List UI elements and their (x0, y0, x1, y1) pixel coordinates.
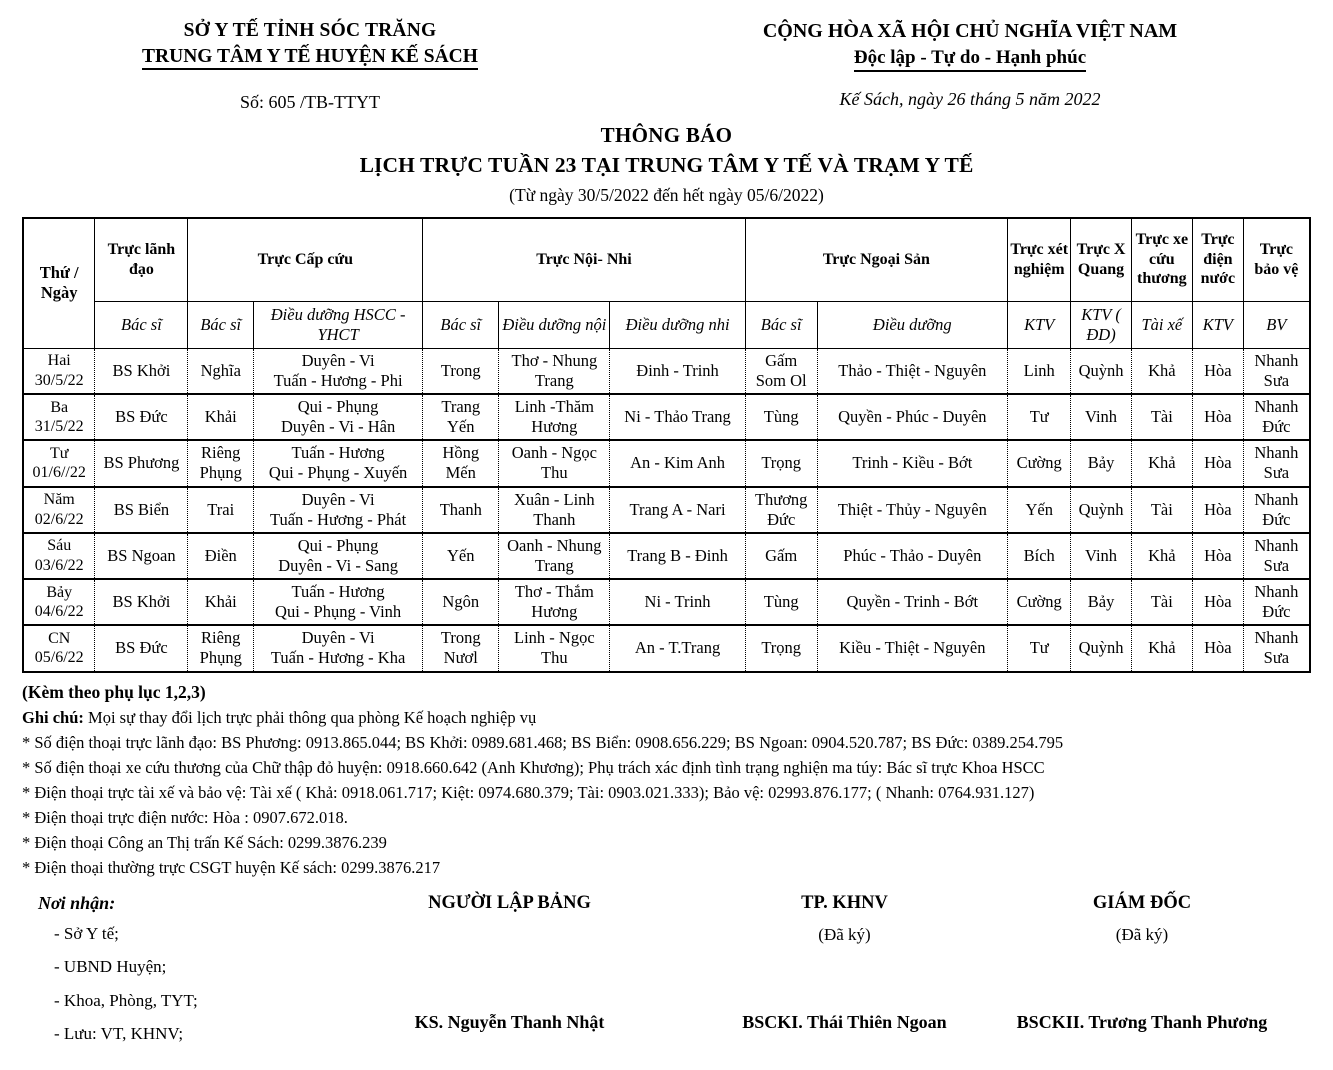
cell-internal-doctor: Trong Nươl (423, 625, 499, 671)
cell-day: Sáu 03/6/22 (23, 533, 95, 579)
cell-day: CN 05/6/22 (23, 625, 95, 671)
col-header-emergency: Trực Cấp cứu (188, 218, 423, 302)
note-label: Ghi chú: (22, 707, 84, 727)
cell-leader: BS Đức (95, 625, 188, 671)
cell-surgery-doctor: Gấm (745, 533, 817, 579)
cell-xray: Vinh (1071, 394, 1131, 440)
header-left-block (0, 18, 620, 114)
cell-pediatric-nurse: Trang B - Đinh (610, 533, 745, 579)
subcol-driver: Tài xế (1131, 301, 1192, 348)
cell-internal-doctor: Trang Yến (423, 394, 499, 440)
cell-internal-doctor: Ngôn (423, 579, 499, 625)
col-header-xray: Trực X Quang (1071, 218, 1131, 302)
cell-surgery-doctor: Trọng (745, 440, 817, 486)
cell-internal-nurse: Thơ - Thắm Hương (499, 579, 610, 625)
document-header (0, 0, 1333, 114)
cell-driver: Tài (1131, 394, 1192, 440)
subcol-pediatric-nurse: Điều dưỡng nhi (610, 301, 745, 348)
notice-date-range: (Từ ngày 30/5/2022 đến hết ngày 05/6/2022) (509, 184, 824, 205)
cell-day: Tư 01/6//22 (23, 440, 95, 486)
cell-surgery-doctor: Tùng (745, 394, 817, 440)
preparer-title: NGƯỜI LẬP BẢNG (428, 893, 591, 914)
recipients-title: Nơi nhận: (38, 893, 116, 914)
cell-er-doctor: Nghĩa (188, 348, 254, 394)
cell-utilities: Hòa (1193, 348, 1244, 394)
subcol-utility-tech: KTV (1193, 301, 1244, 348)
national-heading: CỘNG HÒA XÃ HỘI CHỦ NGHĨA VIỆT NAM (762, 20, 1178, 42)
organization-name (0, 44, 620, 70)
cell-er-nurse: Tuấn - Hương Qui - Phụng - Vinh (254, 579, 423, 625)
subcol-surgery-nurse: Điều dưỡng (817, 301, 1007, 348)
cell-internal-nurse: Oanh - Ngọc Thu (499, 440, 610, 486)
khnv-signed-mark: (Đã ký) (818, 925, 871, 945)
phone-note-list (22, 730, 1311, 880)
table-header-row-roles (23, 301, 1310, 348)
cell-utilities: Hòa (1193, 579, 1244, 625)
cell-er-doctor: Riêng Phụng (188, 625, 254, 671)
cell-internal-doctor: Trong (423, 348, 499, 394)
document-number: Số: 605 /TB-TTYT (240, 91, 380, 112)
cell-xray: Bảy (1071, 440, 1131, 486)
signature-names-row (22, 1012, 1311, 1033)
director-signed-mark: (Đã ký) (1115, 925, 1169, 945)
cell-pediatric-nurse: An - T.Trang (610, 625, 745, 671)
director-name: BSCKII. Trương Thanh Phương (1016, 1012, 1268, 1033)
cell-surgery-doctor: Trọng (745, 625, 817, 671)
cell-guard: Nhanh Sưa (1243, 348, 1310, 394)
general-note (22, 705, 1311, 730)
place-and-date: Kế Sách, ngày 26 tháng 5 năm 2022 (839, 88, 1101, 109)
col-header-leader: Trực lãnh đạo (95, 218, 188, 302)
cell-lab: Linh (1007, 348, 1070, 394)
cell-er-nurse: Tuấn - Hương Qui - Phụng - Xuyến (254, 440, 423, 486)
table-header-row-groups (23, 218, 1310, 302)
notes-section (0, 673, 1333, 881)
cell-guard: Nhanh Đức (1243, 579, 1310, 625)
cell-xray: Quỳnh (1071, 625, 1131, 671)
cell-er-nurse: Duyên - Vi Tuấn - Hương - Phát (254, 487, 423, 533)
cell-xray: Quỳnh (1071, 487, 1131, 533)
cell-surgery-nurse: Thiệt - Thủy - Nguyên (817, 487, 1007, 533)
note-body: Mọi sự thay đổi lịch trực phải thông qua phòng Kế hoạch nghiệp vụ (83, 707, 537, 727)
table-row (23, 487, 1310, 533)
cell-lab: Bích (1007, 533, 1070, 579)
cell-internal-doctor: Thanh (423, 487, 499, 533)
cell-driver: Khả (1131, 440, 1192, 486)
cell-pediatric-nurse: Ni - Trinh (610, 579, 745, 625)
attachment-note: (Kèm theo phụ lục 1,2,3) (22, 681, 206, 702)
table-body (23, 348, 1310, 671)
cell-surgery-nurse: Phúc - Thảo - Duyên (817, 533, 1007, 579)
cell-guard: Nhanh Đức (1243, 394, 1310, 440)
national-motto-text: Độc lập - Tự do - Hạnh phúc (854, 47, 1086, 72)
cell-pediatric-nurse: Trang A - Nari (610, 487, 745, 533)
cell-pediatric-nurse: An - Kim Anh (610, 440, 745, 486)
notice-kind: THÔNG BÁO (600, 123, 733, 148)
cell-utilities: Hòa (1193, 440, 1244, 486)
cell-surgery-nurse: Thảo - Thiệt - Nguyên (817, 348, 1007, 394)
cell-er-doctor: Điền (188, 533, 254, 579)
cell-internal-nurse: Linh -Thăm Hương (499, 394, 610, 440)
recipient-item: - Lưu: VT, KHNV; (54, 1023, 184, 1043)
col-header-lab: Trực xét nghiệm (1007, 218, 1070, 302)
col-header-security: Trực bảo vệ (1243, 218, 1310, 302)
national-motto (620, 45, 1320, 72)
cell-er-nurse: Qui - Phụng Duyên - Vi - Sang (254, 533, 423, 579)
signature-section (0, 880, 1333, 1070)
note-line: * Điện thoại trực tài xế và bảo vệ: Tài xế ( Khả: 0918.061.717; Kiệt: 0974.680.379; Tài: 0903.021.333); Bảo vệ: 02993.876.177; ( Nhanh: 0764.931.127) (22, 783, 1035, 803)
cell-pediatric-nurse: Ni - Thảo Trang (610, 394, 745, 440)
subcol-leader-doctor: Bác sĩ (95, 301, 188, 348)
cell-lab: Cường (1007, 440, 1070, 486)
table-row (23, 440, 1310, 486)
cell-er-doctor: Khải (188, 579, 254, 625)
cell-er-nurse: Duyên - Vi Tuấn - Hương - Phi (254, 348, 423, 394)
recipient-item: - UBND Huyện; (54, 957, 167, 977)
cell-xray: Vinh (1071, 533, 1131, 579)
subcol-surgery-doctor: Bác sĩ (745, 301, 817, 348)
notice-title: LỊCH TRỰC TUẦN 23 TẠI TRUNG TÂM Y TẾ VÀ TRẠM Y TẾ (359, 153, 974, 178)
subcol-er-doctor: Bác sĩ (188, 301, 254, 348)
cell-surgery-nurse: Quyền - Phúc - Duyên (817, 394, 1007, 440)
cell-xray: Quỳnh (1071, 348, 1131, 394)
cell-day: Bảy 04/6/22 (23, 579, 95, 625)
cell-utilities: Hòa (1193, 394, 1244, 440)
cell-lab: Yến (1007, 487, 1070, 533)
cell-leader: BS Khởi (95, 579, 188, 625)
cell-lab: Cường (1007, 579, 1070, 625)
cell-leader: BS Biển (95, 487, 188, 533)
col-header-ambulance: Trực xe cứu thương (1131, 218, 1192, 302)
cell-surgery-doctor: Tùng (745, 579, 817, 625)
subcol-lab-tech: KTV (1007, 301, 1070, 348)
cell-lab: Tư (1007, 394, 1070, 440)
cell-day: Hai 30/5/22 (23, 348, 95, 394)
cell-guard: Nhanh Sưa (1243, 625, 1310, 671)
subcol-guard: BV (1243, 301, 1310, 348)
subcol-internal-doctor: Bác sĩ (423, 301, 499, 348)
cell-surgery-nurse: Trinh - Kiều - Bớt (817, 440, 1007, 486)
title-block (0, 120, 1333, 209)
director-title: GIÁM ĐỐC (1092, 893, 1192, 914)
cell-pediatric-nurse: Đinh - Trinh (610, 348, 745, 394)
cell-leader: BS Khởi (95, 348, 188, 394)
cell-er-nurse: Duyên - Vi Tuấn - Hương - Kha (254, 625, 423, 671)
cell-surgery-nurse: Quyền - Trinh - Bớt (817, 579, 1007, 625)
cell-internal-nurse: Xuân - Linh Thanh (499, 487, 610, 533)
preparer-name: KS. Nguyễn Thanh Nhật (414, 1012, 605, 1033)
cell-utilities: Hòa (1193, 533, 1244, 579)
khnv-title: TP. KHNV (801, 893, 888, 914)
organization-name-text: TRUNG TÂM Y TẾ HUYỆN KẾ SÁCH (142, 46, 478, 70)
note-line: * Điện thoại trực điện nước: Hòa : 0907.672.018. (22, 808, 348, 828)
cell-guard: Nhanh Sưa (1243, 440, 1310, 486)
cell-driver: Khả (1131, 625, 1192, 671)
table-row (23, 625, 1310, 671)
cell-leader: BS Đức (95, 394, 188, 440)
subcol-internal-nurse: Điều dưỡng nội (499, 301, 610, 348)
cell-xray: Bảy (1071, 579, 1131, 625)
header-right-block (620, 18, 1320, 114)
cell-guard: Nhanh Sưa (1243, 533, 1310, 579)
cell-lab: Tư (1007, 625, 1070, 671)
cell-driver: Khả (1131, 348, 1192, 394)
cell-internal-nurse: Oanh - Nhung Trang (499, 533, 610, 579)
note-line: * Điện thoại thường trực CSGT huyện Kế sách: 0299.3876.217 (22, 858, 441, 878)
cell-er-nurse: Qui - Phụng Duyên - Vi - Hân (254, 394, 423, 440)
cell-surgery-nurse: Kiều - Thiệt - Nguyên (817, 625, 1007, 671)
table-row (23, 394, 1310, 440)
signature-names-spacer (22, 1012, 322, 1033)
recipient-item: - Sở Y tế; (54, 924, 119, 944)
cell-er-doctor: Khải (188, 394, 254, 440)
note-line: * Số điện thoại xe cứu thương của Chữ thập đỏ huyện: 0918.660.642 (Anh Khương); Phụ trách xác định tình trạng nghiện ma túy: Bác sĩ trực Khoa HSCC (22, 757, 1045, 777)
cell-leader: BS Phương (95, 440, 188, 486)
table-row (23, 348, 1310, 394)
cell-driver: Tài (1131, 579, 1192, 625)
table-row (23, 579, 1310, 625)
cell-surgery-doctor: Thương Đức (745, 487, 817, 533)
col-header-internal-pediatric: Trực Nội- Nhi (423, 218, 746, 302)
cell-internal-nurse: Thơ - Nhung Trang (499, 348, 610, 394)
note-line: * Số điện thoại trực lãnh đạo: BS Phương: 0913.865.044; BS Khởi: 0989.681.468; BS Biển: 0908.656.229; BS Ngoan: 0904.520.787; BS Đức: 0389.254.795 (22, 732, 1064, 752)
schedule-table-wrapper (0, 209, 1333, 673)
cell-surgery-doctor: Gấm Som Ol (745, 348, 817, 394)
cell-day: Ba 31/5/22 (23, 394, 95, 440)
table-head (23, 218, 1310, 349)
cell-er-doctor: Riêng Phụng (188, 440, 254, 486)
subcol-xray-tech: KTV ( ĐD) (1071, 301, 1131, 348)
cell-utilities: Hòa (1193, 625, 1244, 671)
cell-utilities: Hòa (1193, 487, 1244, 533)
subcol-er-nurse: Điều dưỡng HSCC - YHCT (254, 301, 423, 348)
col-header-utilities: Trực điện nước (1193, 218, 1244, 302)
cell-guard: Nhanh Đức (1243, 487, 1310, 533)
table-row (23, 533, 1310, 579)
cell-driver: Tài (1131, 487, 1192, 533)
khnv-name: BSCKI. Thái Thiên Ngoan (742, 1012, 947, 1033)
duty-schedule-table (22, 217, 1311, 673)
cell-day: Năm 02/6/22 (23, 487, 95, 533)
parent-organization: SỞ Y TẾ TỈNH SÓC TRĂNG (183, 20, 437, 41)
cell-internal-doctor: Yến (423, 533, 499, 579)
col-header-day: Thứ / Ngày (23, 218, 95, 349)
col-header-surgery-obstetric: Trực Ngoại Sản (745, 218, 1007, 302)
cell-internal-nurse: Linh - Ngọc Thu (499, 625, 610, 671)
recipient-item: - Khoa, Phòng, TYT; (54, 990, 198, 1010)
cell-internal-doctor: Hồng Mến (423, 440, 499, 486)
note-line: * Điện thoại Công an Thị trấn Kế Sách: 0299.3876.239 (22, 833, 387, 853)
cell-leader: BS Ngoan (95, 533, 188, 579)
cell-driver: Khả (1131, 533, 1192, 579)
cell-er-doctor: Trai (188, 487, 254, 533)
